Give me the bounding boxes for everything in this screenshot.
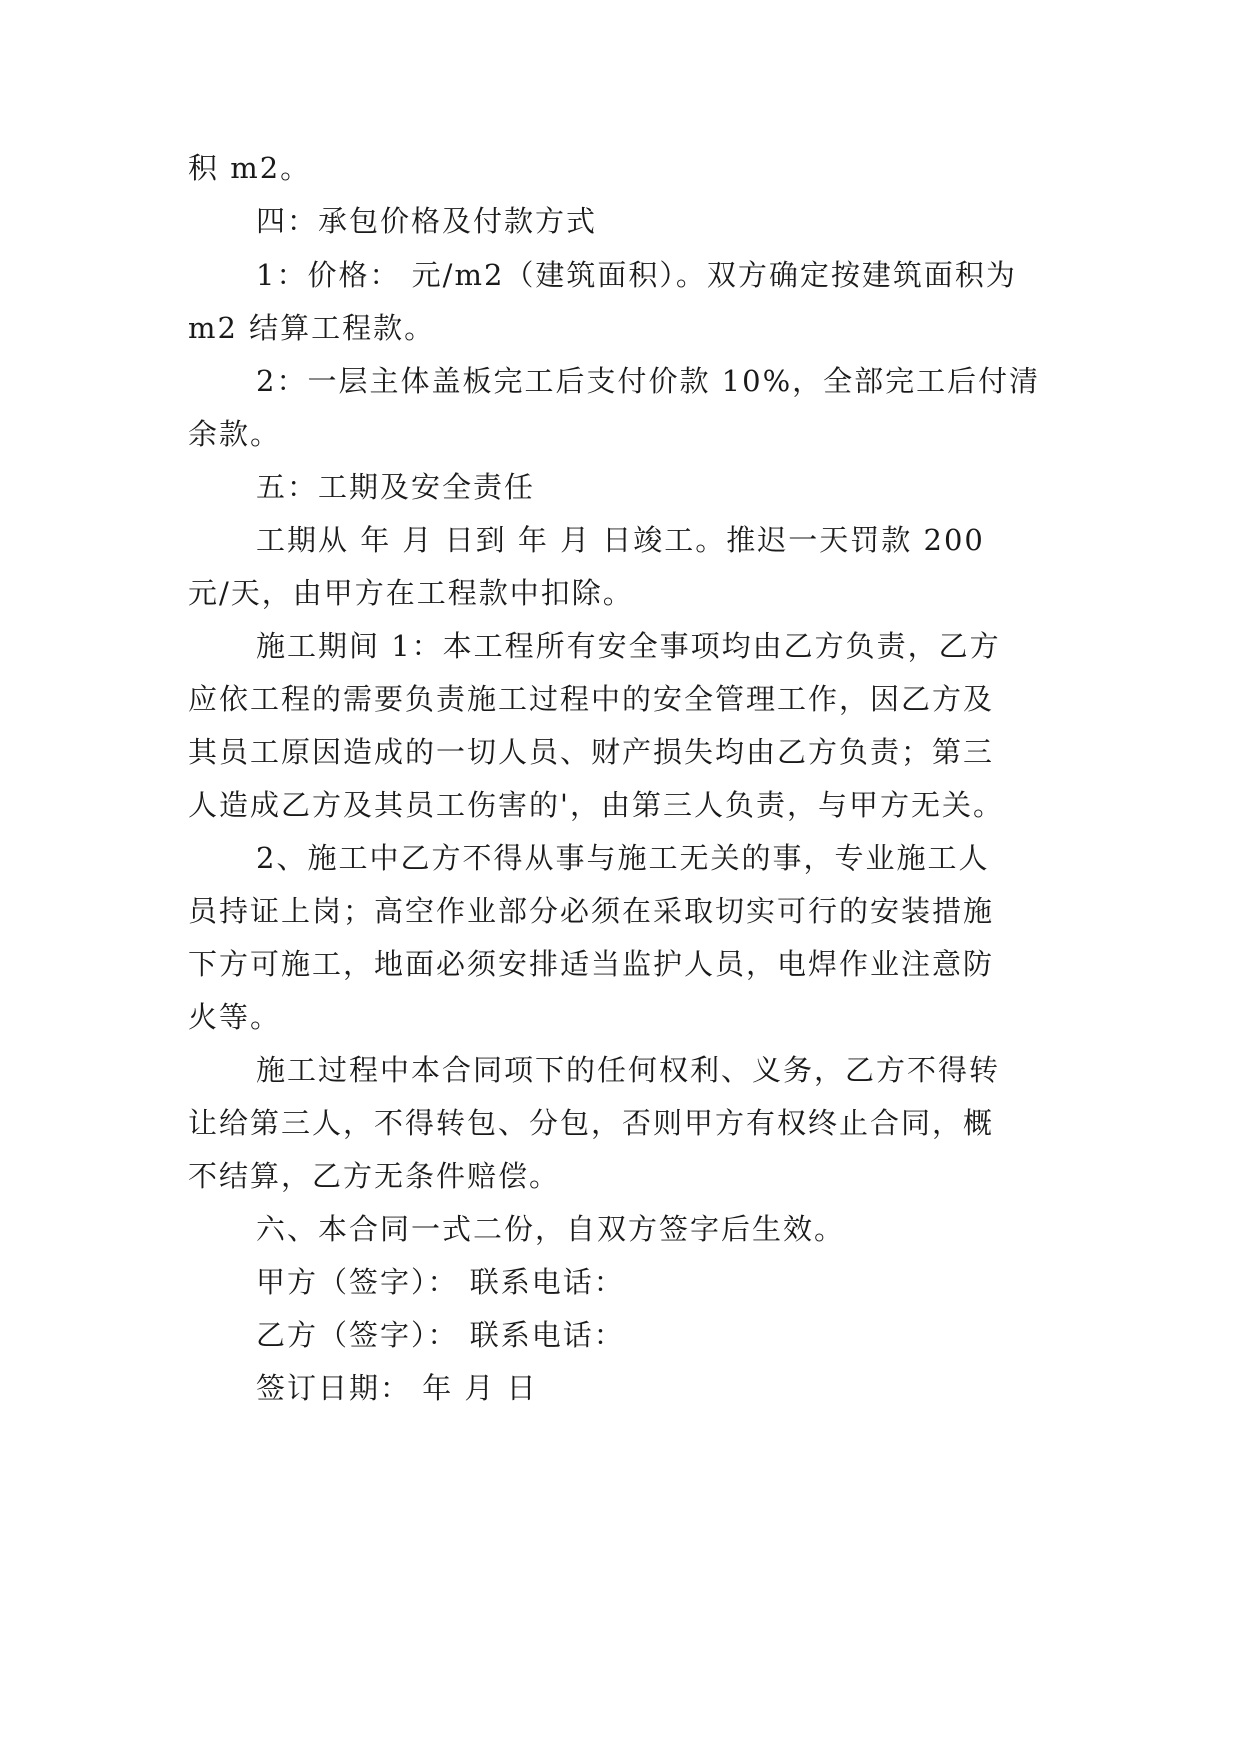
- paragraph-line: 余款。: [188, 417, 282, 451]
- paragraph-line: 施工过程中本合同项下的任何权利、义务，乙方不得转: [256, 1053, 1001, 1087]
- section-heading: 四：承包价格及付款方式: [256, 204, 598, 238]
- paragraph-line: 施工期间 1：本工程所有安全事项均由乙方负责，乙方: [256, 629, 1001, 663]
- section-heading: 五：工期及安全责任: [256, 470, 536, 504]
- paragraph-line: 其员工原因造成的一切人员、财产损失均由乙方负责；第三: [188, 735, 995, 769]
- signing-date-line: 签订日期： 年 月 日: [256, 1371, 538, 1405]
- paragraph-line: 不结算，乙方无条件赔偿。: [188, 1159, 561, 1193]
- paragraph-line: 2：一层主体盖板完工后支付价款 10%，全部完工后付清: [256, 364, 1041, 398]
- paragraph-line: 六、本合同一式二份，自双方签字后生效。: [256, 1212, 846, 1246]
- paragraph-line: 1：价格： 元/m2（建筑面积）。双方确定按建筑面积为: [256, 258, 1017, 292]
- signature-line-party-b: 乙方（签字）： 联系电话：: [256, 1318, 625, 1352]
- paragraph-line: 积 m2。: [188, 151, 312, 185]
- paragraph-line: 应依工程的需要负责施工过程中的安全管理工作，因乙方及: [188, 682, 995, 716]
- paragraph-line: 2、施工中乙方不得从事与施工无关的事，专业施工人: [256, 841, 990, 875]
- signature-line-party-a: 甲方（签字）： 联系电话：: [256, 1265, 625, 1299]
- paragraph-line: 人造成乙方及其员工伤害的'，由第三人负责，与甲方无关。: [188, 788, 1004, 822]
- paragraph-line: 员持证上岗；高空作业部分必须在采取切实可行的安装措施: [188, 894, 995, 928]
- paragraph-line: 下方可施工，地面必须安排适当监护人员，电焊作业注意防: [188, 947, 995, 981]
- paragraph-line: 让给第三人，不得转包、分包，否则甲方有权终止合同，概: [188, 1106, 995, 1140]
- paragraph-line: m2 结算工程款。: [188, 311, 436, 345]
- paragraph-line: 火等。: [188, 1000, 282, 1034]
- paragraph-line: 工期从 年 月 日到 年 月 日竣工。推迟一天罚款 200: [256, 523, 985, 557]
- paragraph-line: 元/天，由甲方在工程款中扣除。: [188, 576, 634, 610]
